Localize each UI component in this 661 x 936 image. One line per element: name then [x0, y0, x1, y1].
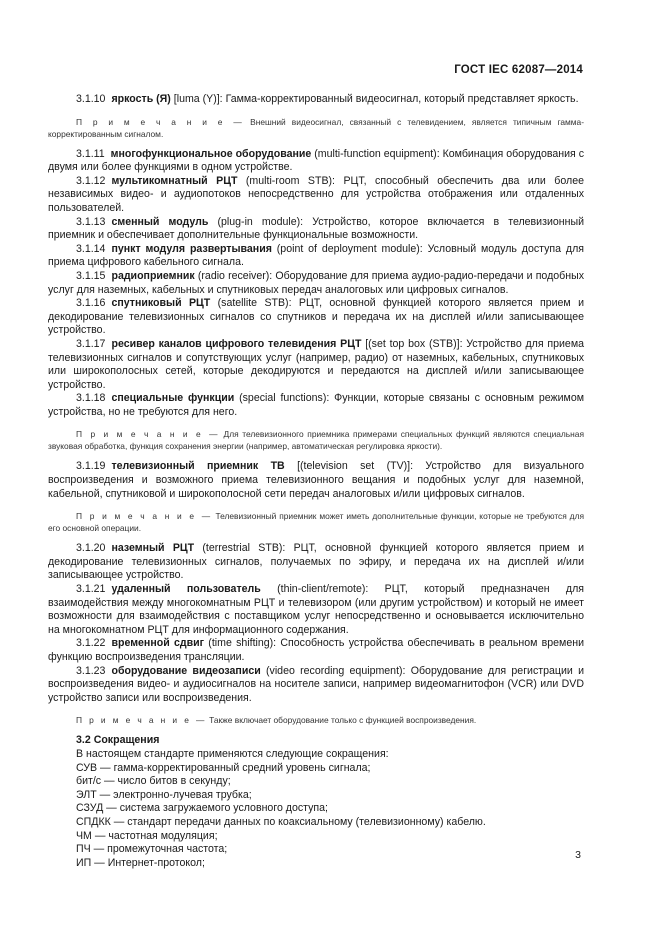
entry-definition: (multi-room STB): РЦТ, способный обеспечить два или более независимых видео- и аудиопотоков непосредственно для устройства отображения или отдаленных пользователей.	[48, 174, 584, 214]
entry-definition: (terrestrial STB): РЦТ, основной функцией которого является прием и декодирование телевизионных сигналов, получаемых по эфиру, и передача их на дисплей и/или записывающее устройство.	[48, 542, 584, 582]
entry-term: мультикомнатный РЦТ	[111, 174, 238, 187]
entry-definition: (point of deployment module): Условный модуль доступа для приема цифрового кабельного сигнала.	[48, 242, 585, 269]
entry-definition: (multi-function equipment): Комбинация оборудования с двумя или более функциями в одном устройстве.	[48, 147, 585, 174]
entry-definition: (radio receiver): Оборудование для приема аудио-радио-передачи и подобных услуг для наземных, кабельных и спутниковых передач аналоговых или цифровых сигналов.	[48, 269, 584, 296]
definition-entry	[48, 665, 584, 706]
entry-term: сменный модуль	[111, 215, 209, 228]
definition-entry	[48, 297, 584, 338]
entry-term: временной сдвиг	[111, 637, 205, 650]
entry-number: 3.1.14	[76, 242, 106, 255]
note-label: П р и м е ч а н и е —	[76, 715, 207, 726]
entry-definition: (thin-client/remote): РЦТ, который предназначен для взаимодействия между многокомнатным РЦТ и телевизором (или другим устройством) и который не имеет возможности для взаимодействия с поставщиком услуг непосредственно и основывается исключительно на многокомнатном РЦТ для информационного содержания.	[48, 583, 585, 636]
definition-entry	[48, 93, 584, 107]
entry-definition: (special functions): Функции, которые связаны с основным режимом устройства, но не требуются для него.	[48, 392, 584, 418]
entry-number: 3.1.15	[76, 269, 106, 282]
entry-number: 3.1.12	[76, 174, 106, 187]
entry-term: многофункциональное оборудование	[110, 147, 312, 160]
entry-term: радиоприемник	[111, 269, 195, 282]
section-heading	[48, 734, 584, 748]
entry-number: 3.1.13	[76, 215, 106, 228]
note-text: Для телевизионного приемника примерами специальных функций являются специальная звуковая обработка, функция сохранения энергии (например, автоматическая регулировка яркости).	[48, 429, 584, 452]
entry-term: удаленный пользователь	[111, 583, 261, 596]
definition-entry	[48, 148, 584, 175]
abbreviation-item: СУВ — гамма-корректированный средний уровень сигнала;	[76, 761, 371, 774]
section-number: 3.2	[76, 734, 91, 747]
abbreviation-item: СЗУД — система загружаемого условного доступа;	[76, 802, 328, 815]
entry-number: 3.1.16	[76, 297, 106, 310]
entry-number: 3.1.11	[76, 147, 105, 160]
definition-entry	[48, 460, 584, 501]
definition-entry	[48, 392, 584, 419]
note	[48, 714, 584, 726]
note	[48, 116, 584, 140]
entry-term: ресивер каналов цифрового телевидения РЦТ	[111, 337, 362, 350]
entry-number: 3.1.21	[76, 583, 106, 596]
entry-number: 3.1.19	[76, 460, 106, 473]
note-label: П р и м е ч а н и е —	[76, 429, 220, 440]
entry-number: 3.1.22	[76, 637, 106, 650]
definition-entry	[48, 637, 584, 664]
entry-term: яркость (Я)	[111, 93, 171, 105]
abbreviation-item: ПЧ — промежуточная частота;	[76, 843, 228, 856]
note	[48, 428, 584, 452]
note	[48, 510, 584, 534]
entry-number: 3.1.10	[76, 93, 106, 105]
note-label: П р и м е ч а н и е —	[76, 116, 245, 127]
definition-entry	[48, 243, 584, 270]
entry-term: специальные функции	[111, 392, 235, 405]
standard-header: ГОСТ IEC 62087—2014	[454, 64, 583, 76]
abbreviation-item: ИП — Интернет-протокол;	[76, 856, 205, 869]
document-body	[48, 93, 584, 870]
page-number: 3	[575, 849, 581, 861]
entry-definition: (plug-in module): Устройство, которое включается в телевизионный приемник и обеспечивает дополнительные функциональные возможности.	[48, 215, 584, 242]
entry-term: оборудование видеозаписи	[111, 664, 261, 677]
definition-entry	[48, 338, 584, 392]
abbreviation-item: ЧМ — частотная модуляция;	[76, 829, 218, 842]
entry-definition: (satellite STB): РЦТ, основной функцией которого является прием и декодирование телевизионных сигналов со спутников и передача их на дисплей и/или записывающее устройство.	[48, 297, 585, 337]
definition-entry	[48, 542, 584, 583]
definition-entry	[48, 583, 584, 637]
note-label: П р и м е ч а н и е —	[76, 511, 213, 522]
entry-definition: (time shifting): Способность устройства обеспечивать в реальном времени функцию воспроизведения трансляции.	[48, 637, 584, 663]
entry-term: пункт модуля развертывания	[111, 242, 272, 255]
entry-term: наземный РЦТ	[111, 542, 195, 555]
definition-entry	[48, 216, 584, 243]
entry-definition: [luma (Y)]: Гамма-корректированный видеосигнал, который представляет яркость.	[170, 93, 579, 105]
abbreviation-item: СПДКК — стандарт передачи данных по коаксиальному (телевизионному) кабелю.	[76, 815, 486, 828]
note-text: Также включает оборудование только с функцией воспроизведения.	[209, 715, 477, 726]
abbreviation-item: бит/с — число битов в секунду;	[76, 775, 231, 788]
note-text: Внешний видеосигнал, связанный с телевидением, является типичным гамма-корректированным сигналом.	[48, 116, 584, 139]
entry-number: 3.1.23	[76, 664, 106, 677]
entry-term: телевизионный приемник ТВ	[111, 460, 285, 473]
definition-entry	[48, 175, 584, 216]
entry-definition: [(television set (TV)]: Устройство для визуального воспроизведения и возможного приема телевизионного вещания и подобных услуг для наземной, кабельной, спутниковой и широкополосной сети передач аналоговых и/или цифровых сигналов.	[48, 460, 584, 500]
entry-term: спутниковый РЦТ	[111, 297, 211, 310]
entry-number: 3.1.18	[76, 392, 106, 405]
entry-definition: [(set top box (STB)]: Устройство для приема телевизионных сигналов и сопутствующих услуг (например, радио) от наземных, кабельных, спутниковых или широкополосных сетей, которые декодируются и передаются на дисплей и/или записывающее устройство.	[48, 337, 584, 391]
section-title: Сокращения	[93, 734, 160, 747]
entry-number: 3.1.17	[76, 337, 106, 350]
section-intro: В настоящем стандарте применяются следующие сокращения:	[76, 747, 389, 760]
entry-number: 3.1.20	[76, 542, 106, 555]
entry-definition: (video recording equipment): Оборудование для регистрации и воспроизведения видео- и аудиосигналов на носителе записи, например видеомагнитофон (VCR) или DVD устройство записи или воспроизведения.	[48, 664, 584, 704]
abbreviation-item: ЭЛТ — электронно-лучевая трубка;	[76, 788, 252, 801]
note-text: Телевизионный приемник может иметь дополнительные функции, которые не требуются для его основной операции.	[48, 511, 584, 534]
definition-entry	[48, 270, 584, 297]
